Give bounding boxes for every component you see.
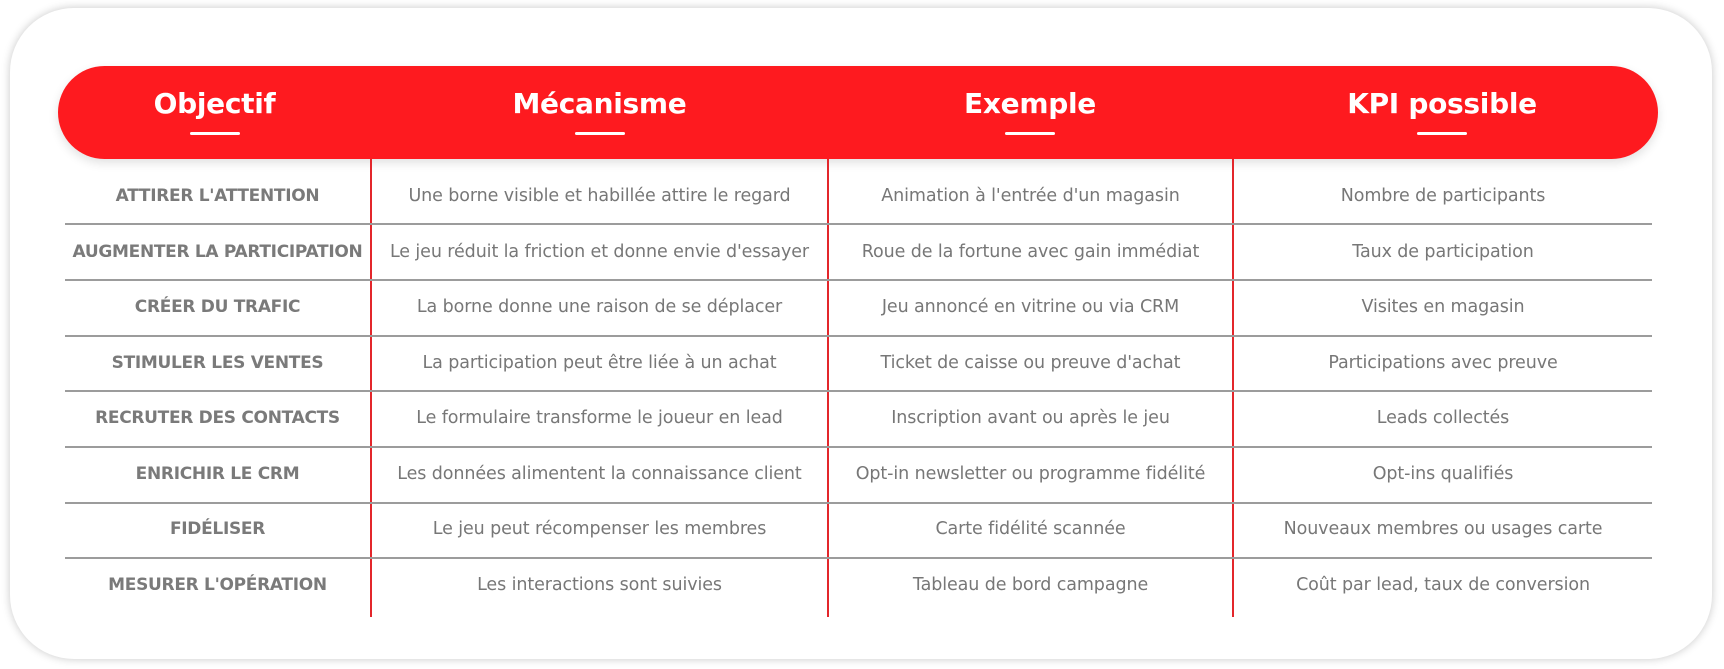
table-cell-kpi: Opt-ins qualifiés xyxy=(1372,464,1514,484)
header-underline xyxy=(190,132,240,135)
table-cell-kpi: Nombre de participants xyxy=(1340,186,1546,206)
table-cell-mecanisme: La borne donne une raison de se déplacer xyxy=(416,297,783,317)
table-cell-exemple: Jeu annoncé en vitrine ou via CRM xyxy=(881,297,1180,317)
table-cell-exemple: Tableau de bord campagne xyxy=(912,575,1149,595)
table-cell-kpi: Taux de participation xyxy=(1352,242,1534,262)
header-label: Mécanisme xyxy=(512,87,687,120)
table-cell-kpi: Visites en magasin xyxy=(1361,297,1525,317)
table-cell-exemple: Ticket de caisse ou preuve d'achat xyxy=(880,353,1181,373)
table-cell-kpi: Coût par lead, taux de conversion xyxy=(1296,575,1590,595)
table-cell-exemple: Carte fidélité scannée xyxy=(935,519,1126,539)
header-objectif xyxy=(58,66,371,159)
table-cell-exemple: Opt-in newsletter ou programme fidélité xyxy=(855,464,1206,484)
header-exemple xyxy=(828,66,1232,159)
table-header xyxy=(58,66,1658,159)
table-cell-mecanisme: Les données alimentent la connaissance client xyxy=(397,464,802,484)
table-cell-mecanisme: Une borne visible et habillée attire le regard xyxy=(408,186,791,206)
header-label: Exemple xyxy=(964,87,1096,120)
header-underline xyxy=(1417,132,1467,135)
table-cell-exemple: Inscription avant ou après le jeu xyxy=(891,408,1170,428)
table-cell-objectif: AUGMENTER LA PARTICIPATION xyxy=(72,242,363,262)
table-cell-mecanisme: Le jeu réduit la friction et donne envie d'essayer xyxy=(389,242,810,262)
table-cell-exemple: Roue de la fortune avec gain immédiat xyxy=(861,242,1200,262)
header-label: KPI possible xyxy=(1347,87,1537,120)
table-cell-objectif: RECRUTER DES CONTACTS xyxy=(95,408,340,428)
table-cell-mecanisme: Les interactions sont suivies xyxy=(477,575,722,595)
header-label: Objectif xyxy=(153,87,276,120)
header-kpi xyxy=(1232,66,1652,159)
table-cell-mecanisme: La participation peut être liée à un achat xyxy=(422,353,777,373)
table-cell-mecanisme: Le jeu peut récompenser les membres xyxy=(432,519,767,539)
header-mecanisme xyxy=(371,66,828,159)
table-cell-exemple: Animation à l'entrée d'un magasin xyxy=(881,186,1180,206)
table-cell-kpi: Nouveaux membres ou usages carte xyxy=(1283,519,1603,539)
table-cell-objectif: ATTIRER L'ATTENTION xyxy=(115,186,320,206)
header-underline xyxy=(575,132,625,135)
table-cell-kpi: Participations avec preuve xyxy=(1328,353,1558,373)
table-cell-objectif: MESURER L'OPÉRATION xyxy=(108,575,327,595)
table-cell-objectif: CRÉER DU TRAFIC xyxy=(134,297,301,317)
table-cell-objectif: ENRICHIR LE CRM xyxy=(135,464,300,484)
table-cell-kpi: Leads collectés xyxy=(1376,408,1510,428)
table-cell-objectif: FIDÉLISER xyxy=(169,519,266,539)
table-cell-mecanisme: Le formulaire transforme le joueur en lead xyxy=(416,408,783,428)
header-underline xyxy=(1005,132,1055,135)
table-cell-objectif: STIMULER LES VENTES xyxy=(111,353,324,373)
